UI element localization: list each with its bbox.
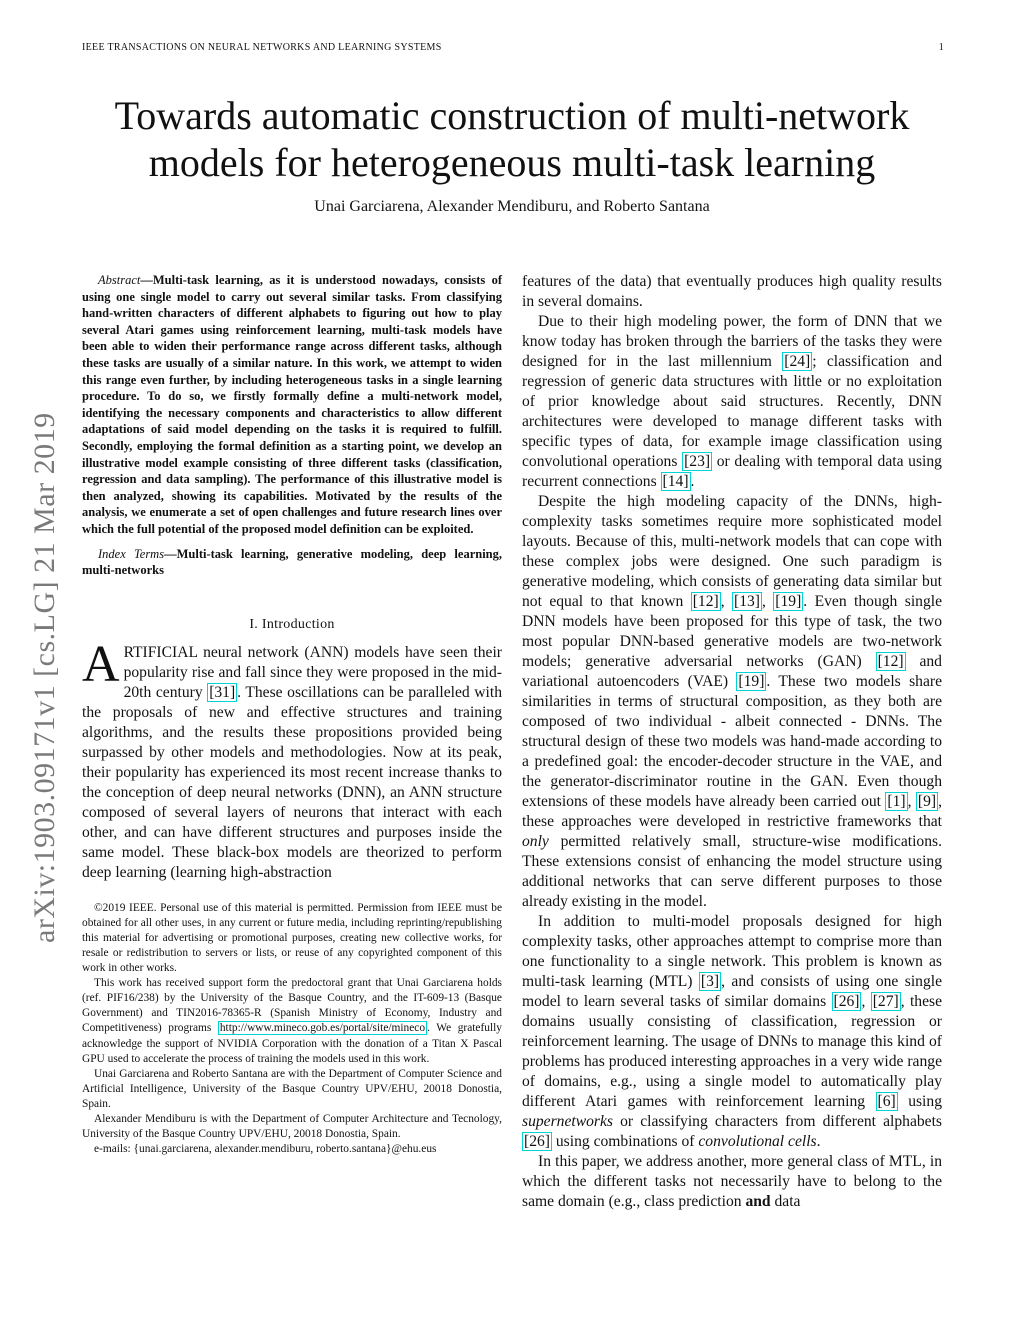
intro-text-2: . These oscillations can be paralleled with the proposals of new and effective structures and training algorithms, and the results these propositions provided being surpassed by other models and methodologies. Now at its peak, their popularity has experienced its most recent increase thanks to the conception of deep neural networks (DNN), an ANN structure composed of several layers of neurons that interact with each other, and can have different structures and purposes inside the same model. These black-box models are theorized to perform deep learning (learning high-abstraction <box>82 683 503 881</box>
index-terms-text: —Multi-task learning, generative modeling, deep learning, multi-networks <box>82 546 503 578</box>
funding-text-1: This work has received support form the predoctoral grant that Unai Garciarena holds (ref. PIF16/238) by the University of the Basque Country, and the IT-609-13 (Basque Government) and TIN2016-78365-R (Spanish Ministry of Economy, Industry and Competitiveness) programs <box>82 977 502 1035</box>
funding-text-2: . We gratefully acknowledge the support of NVIDIA Corporation with the donation of a Titan X Pascal GPU used to accelerate the process of training the models used in this work. <box>82 1022 502 1065</box>
text-run: Despite the high modeling capacity of the DNNs, high-complexity tasks sometimes require more sophisticated model layouts. Because of this, multi-network models that can cope with these complex jobs were designed. One such paradigm is generative modeling, which consists of generating data similar but not equal to that known <box>522 493 942 610</box>
paragraph-mtl <box>522 912 942 1152</box>
citation-link[interactable]: [26] <box>524 1133 550 1150</box>
citation-link[interactable]: [27] <box>872 993 899 1010</box>
paragraph-dnn-power <box>522 312 942 492</box>
page-number: 1 <box>938 42 944 53</box>
emphasis: only <box>522 833 549 850</box>
text-run: Due to their high modeling power, the form of DNN that we know today has broken through the barriers of the tasks they were designed for in the last millennium <box>522 313 942 370</box>
affiliation-note-1: Unai Garciarena and Roberto Santana are with the Department of Computer Science and Artificial Intelligence, University of the Basque Country UPV/EHU, 20018 Donostia, Spain. <box>82 1067 502 1110</box>
text-run: ; classification and regression of generic data structures with little or no exploitation of prior knowledge about said structures. Recently, DNN architectures were developed to manage different tasks with specific types of data, for example image classification using convolutional operations <box>522 353 942 470</box>
affiliation-note-2: Alexander Mendiburu is with the Department of Computer Architecture and Tecnology, University of the Basque Country UPV/EHU, 20018 Donostia, Spain. <box>82 1113 502 1141</box>
intro-text-1: RTIFICIAL neural network (ANN) models have seen their popularity rise and fall since they were proposed in the mid-20th century <box>123 643 502 701</box>
right-column <box>522 272 942 1212</box>
citation-link[interactable]: [26] <box>833 993 860 1010</box>
copyright-notice: ©2019 IEEE. Personal use of this material is permitted. Permission from IEEE must be obtained for all other uses, in any current or future media, including reprinting/republishing this material for advertising or promotional purposes, creating new collective works, for resale or redistribution to servers or lists, or reuse of any copyrighted component of this work in other works. <box>82 901 502 975</box>
text-run: permitted relatively small, structure-wise modifications. These extensions consist of enhancing the model structure using additional networks that can serve different purposes to those already existing in the model. <box>522 833 942 910</box>
left-column <box>82 272 502 1157</box>
citation-link[interactable]: [6] <box>877 1093 896 1110</box>
text-run: and variational autoencoders (VAE) <box>522 653 942 690</box>
section-heading: I. Introduction <box>249 616 335 632</box>
author-list: Unai Garciarena, Alexander Mendiburu, and Roberto Santana <box>314 198 710 215</box>
intro-paragraph <box>82 635 503 883</box>
running-head <box>82 42 944 53</box>
citation-link[interactable]: [31] <box>209 683 236 701</box>
mineco-url-link[interactable]: http://www.mineco.gob.es/portal/site/mineco <box>219 1022 426 1035</box>
text-run: , these approaches were developed in restrictive frameworks that <box>522 793 942 830</box>
text-run: , <box>720 593 732 610</box>
citation-link[interactable]: [14] <box>662 473 689 490</box>
text-run: . These two models share similarities in terms of structural composition, as they both are composed of two individual - albeit connected - DNNs. The structural design of these two models was hand-made according to a predefined goal: the encoder-decoder structure in the VAE, and the generator-discriminator routine in the GAN. Even though extensions of these models have already been carried out <box>522 673 942 810</box>
text-run: . <box>690 473 695 490</box>
abstract <box>82 272 502 538</box>
abstract-label: Abstract <box>98 273 141 287</box>
citation-link[interactable]: [13] <box>734 593 760 610</box>
journal-name: IEEE TRANSACTIONS ON NEURAL NETWORKS AND LEARNING SYSTEMS <box>82 42 442 53</box>
funding-note <box>82 976 502 1067</box>
text-run: In addition to multi-model proposals designed for high complexity tasks, other approaches attempt to comprise more than one functionality to a single network. This problem is known as multi-task learning (MTL) <box>522 913 942 990</box>
index-terms-label: Index Terms <box>98 546 165 561</box>
text-run: using combinations of <box>551 1133 699 1150</box>
footnotes <box>82 901 502 1158</box>
bold-emphasis: and <box>745 1193 771 1210</box>
text-run: . <box>816 1133 821 1150</box>
citation-link[interactable]: [3] <box>700 973 720 990</box>
text-run: using <box>897 1093 942 1110</box>
drop-cap: A <box>82 635 120 693</box>
citation-link[interactable]: [23] <box>684 453 711 470</box>
text-run: , <box>761 593 774 610</box>
paragraph-this-paper <box>522 1152 942 1212</box>
text-run: , <box>861 993 871 1010</box>
citation-link[interactable]: [24] <box>784 353 811 370</box>
index-terms <box>82 546 502 579</box>
text-run: data <box>770 1193 801 1210</box>
emphasis: supernetworks <box>522 1113 613 1130</box>
text-run: , these domains usually consisting of classification, regression or reinforcement learning. The usage of DNNs to manage this kind of problems has produced interesting approaches in a very wide range of domains, e.g., using a single model to automatically play different Atari games with reinforcement learning <box>522 993 942 1110</box>
paragraph-generative <box>522 492 942 912</box>
citation-link[interactable]: [19] <box>738 673 765 690</box>
title-line-2: models for heterogeneous multi-task learning <box>148 140 876 185</box>
paragraph-continued: features of the data) that eventually produces high quality results in several domains. <box>522 273 942 310</box>
text-run: or classifying characters from different alphabets <box>612 1113 942 1130</box>
text-run: , <box>907 793 916 810</box>
citation-link[interactable]: [12] <box>692 593 719 610</box>
citation-link[interactable]: [1] <box>887 793 906 810</box>
emphasis: convolutional cells <box>698 1133 817 1150</box>
email-note: e-mails: {unai.garciarena, alexander.mendiburu, roberto.santana}@ehu.eus <box>94 1143 437 1156</box>
text-run: . Even though single DNN models have been proposed for this type of task, the two most popular DNN-based generative models are two-network models; generative adversarial networks (GAN) <box>522 593 943 670</box>
citation-link[interactable]: [12] <box>877 653 904 670</box>
text-run: In this paper, we address another, more general class of MTL, in which the different tasks not necessarily have to belong to the same domain (e.g., class prediction <box>522 1153 942 1210</box>
paper-title <box>60 92 964 186</box>
citation-link[interactable]: [19] <box>775 593 802 610</box>
arxiv-identifier: arXiv:1903.09171v1 [cs.LG] 21 Mar 2019 <box>28 412 61 943</box>
title-line-1: Towards automatic construction of multi-network <box>114 93 910 138</box>
citation-link[interactable]: [9] <box>917 793 937 810</box>
abstract-text: —Multi-task learning, as it is understood nowadays, consists of using one single model to carry out several similar tasks. From classifying hand-written characters of different alphabets to figuring out how to play several Atari games using reinforcement learning, multi-task models have been able to widen their performance range across different tasks, although these tasks are usually of a similar nature. In this work, we attempt to widen this range even further, by including heterogeneous tasks in a single learning procedure. To do so, we firstly formally define a multi-network model, identifying the necessary components and characteristics to allow different adaptations of said model depending on the tasks it is required to fulfill. Secondly, employing the formal definition as a starting point, we develop an illustrative model example consisting of three different tasks (classification, regression and data sampling). The performance of this illustrative model is then analyzed, showing its capabilities. Motivated by the results of the analysis, we enumerate a set of open challenges and future research lines over which the full potential of the proposed model definition can be exploited. <box>82 273 502 536</box>
text-run: , and consists of using one single model to learn several tasks of similar domains <box>522 973 943 1010</box>
text-run: or dealing with temporal data using recurrent connections <box>522 453 942 490</box>
